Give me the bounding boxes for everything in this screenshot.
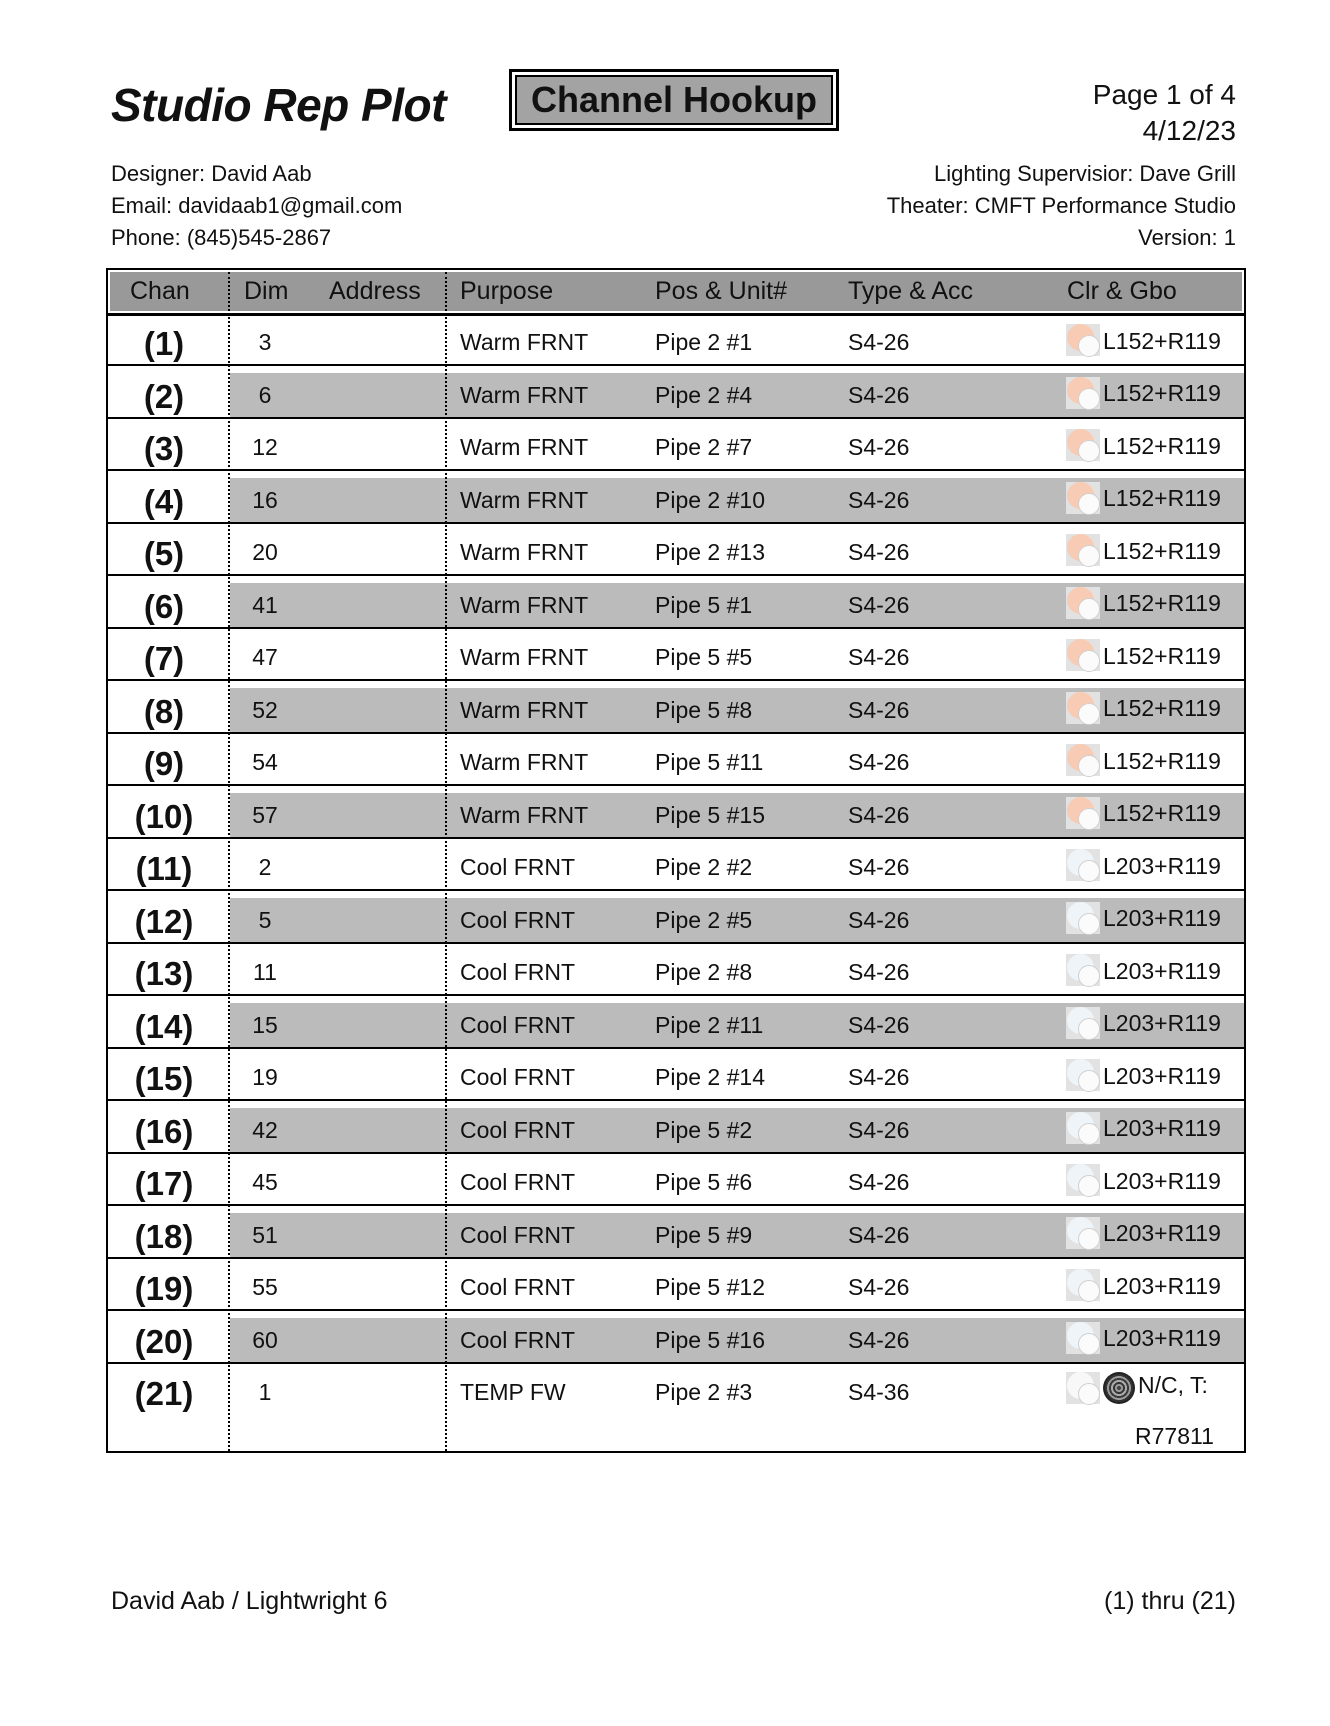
instrument-type: S4-26	[848, 539, 910, 565]
color-gobo	[1066, 1215, 1221, 1253]
color-value: L203+R119	[1103, 1115, 1221, 1141]
position-unit: Pipe 2 #5	[655, 906, 753, 933]
dimmer-number: 16	[252, 486, 278, 513]
dimmer-number: 20	[252, 539, 278, 565]
color-gobo	[1066, 427, 1221, 465]
gel-swatch-icon	[1066, 1007, 1100, 1041]
color-value: L152+R119	[1103, 590, 1221, 616]
designer-name: Designer: David Aab	[111, 161, 312, 186]
purpose: Cool FRNT	[460, 1064, 576, 1090]
column-header-address: Address	[329, 277, 421, 305]
table-row	[108, 682, 1244, 734]
table-row	[108, 629, 1244, 681]
color-gobo	[1066, 1372, 1208, 1410]
print-date: 4/12/23	[1142, 115, 1236, 146]
dimmer-number: 55	[252, 1274, 278, 1300]
table-row	[108, 839, 1244, 891]
show-title: Studio Rep Plot	[111, 79, 446, 131]
color-value: L152+R119	[1103, 747, 1221, 774]
position-unit: Pipe 2 #14	[655, 1064, 765, 1090]
dimmer-number: 54	[252, 749, 278, 775]
channel-number: (2)	[143, 377, 185, 415]
gel-swatch-icon	[1066, 429, 1100, 463]
channel-number: (12)	[134, 902, 194, 940]
designer-phone: Phone: (845)545-2867	[111, 225, 332, 250]
dimmer-number: 47	[252, 644, 278, 670]
color-value: L152+R119	[1103, 800, 1221, 826]
purpose: Warm FRNT	[460, 434, 589, 460]
color-gobo	[1066, 322, 1221, 360]
table-row	[108, 734, 1244, 786]
dimmer-number: 19	[252, 1064, 278, 1090]
position-unit: Pipe 5 #15	[655, 801, 765, 828]
gel-swatch-icon	[1066, 744, 1100, 778]
dimmer-number: 41	[252, 591, 278, 618]
table-row	[108, 472, 1244, 524]
color-gobo	[1066, 1005, 1221, 1043]
gel-swatch-icon	[1066, 1164, 1100, 1198]
channel-number: (8)	[143, 692, 185, 730]
dimmer-number: 52	[252, 696, 278, 723]
purpose: Warm FRNT	[460, 696, 589, 723]
channel-number: (5)	[143, 535, 185, 572]
position-unit: Pipe 2 #13	[655, 539, 765, 565]
channel-number: (15)	[134, 1060, 194, 1097]
color-value: L203+R119	[1103, 1220, 1221, 1246]
column-header-type: Type & Acc	[848, 277, 974, 305]
instrument-type: S4-26	[848, 644, 910, 670]
gel-swatch-icon	[1066, 902, 1100, 936]
position-unit: Pipe 5 #8	[655, 696, 753, 723]
page-info	[1093, 77, 1236, 149]
color-gobo	[1066, 847, 1221, 885]
color-gobo	[1066, 1267, 1221, 1305]
position-unit: Pipe 2 #7	[655, 434, 753, 460]
color-gobo	[1066, 585, 1221, 623]
gel-swatch-icon	[1066, 324, 1100, 358]
purpose: Warm FRNT	[460, 486, 589, 513]
purpose: Warm FRNT	[460, 591, 589, 618]
gel-swatch-icon	[1066, 954, 1100, 988]
instrument-type: S4-26	[848, 1274, 910, 1300]
table-row	[108, 1154, 1244, 1206]
table-row	[108, 419, 1244, 471]
color-value: L203+R119	[1103, 905, 1221, 931]
dimmer-number: 42	[252, 1116, 278, 1143]
table-row	[108, 944, 1244, 996]
color-value: L203+R119	[1103, 1062, 1221, 1089]
gel-swatch-icon	[1066, 1059, 1100, 1093]
purpose: Cool FRNT	[460, 1274, 576, 1300]
instrument-type: S4-26	[848, 1011, 910, 1038]
show-info	[887, 158, 1236, 254]
dimmer-number: 60	[252, 1326, 278, 1353]
channel-number: (21)	[134, 1375, 194, 1412]
color-value: L152+R119	[1103, 642, 1221, 669]
position-unit: Pipe 2 #8	[655, 959, 753, 985]
instrument-type: S4-26	[848, 696, 910, 723]
channel-number: (17)	[134, 1165, 194, 1202]
position-unit: Pipe 5 #2	[655, 1116, 753, 1143]
gel-swatch-icon	[1066, 1217, 1100, 1251]
table-row	[108, 787, 1244, 839]
instrument-type: S4-26	[848, 906, 910, 933]
table-row	[108, 997, 1244, 1049]
color-value: L152+R119	[1103, 432, 1221, 459]
color-gobo	[1066, 952, 1221, 990]
instrument-type: S4-26	[848, 434, 910, 460]
color-gobo	[1066, 532, 1221, 570]
version: Version: 1	[1138, 225, 1236, 250]
color-gobo	[1066, 900, 1221, 938]
gel-swatch-icon	[1066, 1372, 1100, 1406]
table-row	[108, 892, 1244, 944]
instrument-type: S4-26	[848, 749, 910, 775]
color-value: L203+R119	[1103, 1167, 1221, 1194]
channel-number: (1)	[143, 325, 185, 362]
column-header-color: Clr & Gbo	[1067, 277, 1177, 305]
dimmer-number: 3	[258, 329, 272, 355]
table-row	[108, 314, 1244, 366]
channel-number: (6)	[143, 587, 185, 625]
instrument-type: S4-26	[848, 381, 910, 408]
color-gobo	[1066, 742, 1221, 780]
purpose: Cool FRNT	[460, 1011, 576, 1038]
table-row	[108, 577, 1244, 629]
position-unit: Pipe 5 #11	[655, 749, 764, 775]
channel-number: (13)	[134, 955, 194, 992]
gel-swatch-icon	[1066, 639, 1100, 673]
gobo-value: R77811	[1135, 1423, 1214, 1449]
channel-number: (14)	[134, 1007, 194, 1045]
color-gobo	[1066, 690, 1221, 728]
page-number: Page 1 of 4	[1092, 79, 1236, 110]
purpose: Cool FRNT	[460, 854, 576, 880]
table-row	[108, 1364, 1244, 1454]
instrument-type: S4-26	[848, 1169, 910, 1195]
instrument-type: S4-26	[848, 1221, 910, 1248]
channel-number: (7)	[143, 640, 185, 677]
purpose: Cool FRNT	[460, 1326, 576, 1353]
color-value: L203+R119	[1103, 1325, 1221, 1351]
table-row	[108, 1312, 1244, 1364]
gel-swatch-icon	[1066, 587, 1100, 621]
color-gobo	[1066, 1110, 1221, 1148]
color-value: L152+R119	[1103, 485, 1221, 511]
instrument-type: S4-26	[848, 801, 910, 828]
color-gobo	[1066, 795, 1221, 833]
instrument-type: S4-26	[848, 1326, 910, 1353]
color-gobo	[1066, 1162, 1221, 1200]
channel-number: (18)	[134, 1217, 194, 1255]
lighting-supervisor: Lighting Supervisior: Dave Grill	[933, 161, 1236, 186]
instrument-type: S4-26	[848, 329, 910, 355]
gel-swatch-icon	[1066, 482, 1100, 516]
dimmer-number: 1	[258, 1379, 272, 1405]
purpose: Warm FRNT	[460, 801, 589, 828]
dimmer-number: 11	[253, 959, 277, 985]
color-value: L152+R119	[1103, 380, 1221, 406]
instrument-type: S4-26	[848, 854, 910, 880]
instrument-type: S4-26	[848, 959, 910, 985]
color-gobo	[1066, 480, 1221, 518]
report-title: Channel Hookup	[515, 75, 833, 125]
color-value: L203+R119	[1103, 957, 1221, 984]
designer-email: Email: davidaab1@gmail.com	[111, 193, 403, 218]
dimmer-number: 45	[252, 1169, 278, 1195]
channel-number: (4)	[143, 482, 185, 520]
position-unit: Pipe 2 #3	[655, 1379, 753, 1405]
theater-name: Theater: CMFT Performance Studio	[886, 193, 1236, 218]
column-header-position: Pos & Unit#	[655, 277, 788, 305]
dimmer-number: 51	[252, 1221, 278, 1248]
column-divider	[228, 272, 230, 1451]
gel-swatch-icon	[1066, 377, 1100, 411]
instrument-type: S4-26	[848, 486, 910, 513]
position-unit: Pipe 5 #1	[655, 591, 753, 618]
dimmer-number: 15	[252, 1011, 278, 1038]
instrument-type: S4-26	[848, 1064, 910, 1090]
purpose: Cool FRNT	[460, 1116, 576, 1143]
instrument-type: S4-26	[848, 591, 910, 618]
footer-credit: David Aab / Lightwright 6	[111, 1587, 388, 1615]
column-divider	[445, 272, 447, 1451]
purpose: Warm FRNT	[460, 644, 589, 670]
color-value: L152+R119	[1103, 327, 1221, 354]
position-unit: Pipe 5 #6	[655, 1169, 753, 1195]
dimmer-number: 57	[252, 801, 278, 828]
table-row	[108, 1102, 1244, 1154]
instrument-type: S4-36	[848, 1379, 910, 1405]
channel-number: (19)	[134, 1270, 194, 1307]
table-row	[108, 524, 1244, 576]
color-gobo	[1066, 1320, 1221, 1358]
table-row	[108, 367, 1244, 419]
color-gobo	[1066, 375, 1221, 413]
purpose: Warm FRNT	[460, 381, 589, 408]
gel-swatch-icon	[1066, 534, 1100, 568]
purpose: Cool FRNT	[460, 1221, 576, 1248]
channel-hookup-table	[106, 268, 1246, 1453]
dimmer-number: 12	[252, 434, 278, 460]
position-unit: Pipe 5 #12	[655, 1274, 765, 1300]
color-value: L203+R119	[1103, 1272, 1221, 1299]
position-unit: Pipe 2 #2	[655, 854, 753, 880]
position-unit: Pipe 2 #4	[655, 381, 753, 408]
dimmer-number: 6	[258, 381, 272, 408]
position-unit: Pipe 2 #11	[655, 1011, 764, 1038]
table-row	[108, 1207, 1244, 1259]
position-unit: Pipe 5 #16	[655, 1326, 765, 1353]
color-gobo	[1066, 1057, 1221, 1095]
position-unit: Pipe 5 #9	[655, 1221, 753, 1248]
column-header-dim: Dim	[244, 277, 289, 305]
column-header-chan: Chan	[130, 277, 190, 305]
position-unit: Pipe 5 #5	[655, 644, 753, 670]
instrument-type: S4-26	[848, 1116, 910, 1143]
purpose: Cool FRNT	[460, 1169, 576, 1195]
column-header-purpose: Purpose	[460, 277, 554, 305]
table-header	[110, 272, 1242, 311]
purpose: Warm FRNT	[460, 329, 589, 355]
color-value: L203+R119	[1103, 1010, 1221, 1036]
color-value: L152+R119	[1103, 537, 1221, 564]
purpose: TEMP FW	[460, 1379, 566, 1405]
table-row	[108, 1049, 1244, 1101]
channel-number: (11)	[135, 850, 193, 887]
gel-swatch-icon	[1066, 1112, 1100, 1146]
table-row	[108, 1259, 1244, 1311]
color-gobo	[1066, 637, 1221, 675]
dimmer-number: 5	[258, 906, 272, 933]
gel-swatch-icon	[1066, 849, 1100, 883]
dimmer-number: 2	[258, 854, 272, 880]
position-unit: Pipe 2 #10	[655, 486, 765, 513]
channel-number: (3)	[143, 430, 185, 467]
purpose: Cool FRNT	[460, 906, 576, 933]
purpose: Cool FRNT	[460, 959, 576, 985]
gobo-icon	[1103, 1372, 1135, 1404]
channel-number: (20)	[134, 1322, 194, 1360]
position-unit: Pipe 2 #1	[655, 329, 753, 355]
color-value: L203+R119	[1103, 852, 1221, 879]
gel-swatch-icon	[1066, 692, 1100, 726]
gel-swatch-icon	[1066, 797, 1100, 831]
channel-number: (10)	[134, 797, 194, 835]
designer-info	[111, 158, 402, 254]
purpose: Warm FRNT	[460, 749, 589, 775]
report-title-box	[509, 69, 839, 131]
gel-swatch-icon	[1066, 1269, 1100, 1303]
footer-range: (1) thru (21)	[1104, 1587, 1236, 1615]
color-value: L152+R119	[1103, 695, 1221, 721]
gel-swatch-icon	[1066, 1322, 1100, 1356]
color-value: N/C, T:	[1138, 1372, 1208, 1398]
channel-number: (16)	[134, 1112, 194, 1150]
purpose: Warm FRNT	[460, 539, 589, 565]
channel-number: (9)	[143, 745, 185, 782]
